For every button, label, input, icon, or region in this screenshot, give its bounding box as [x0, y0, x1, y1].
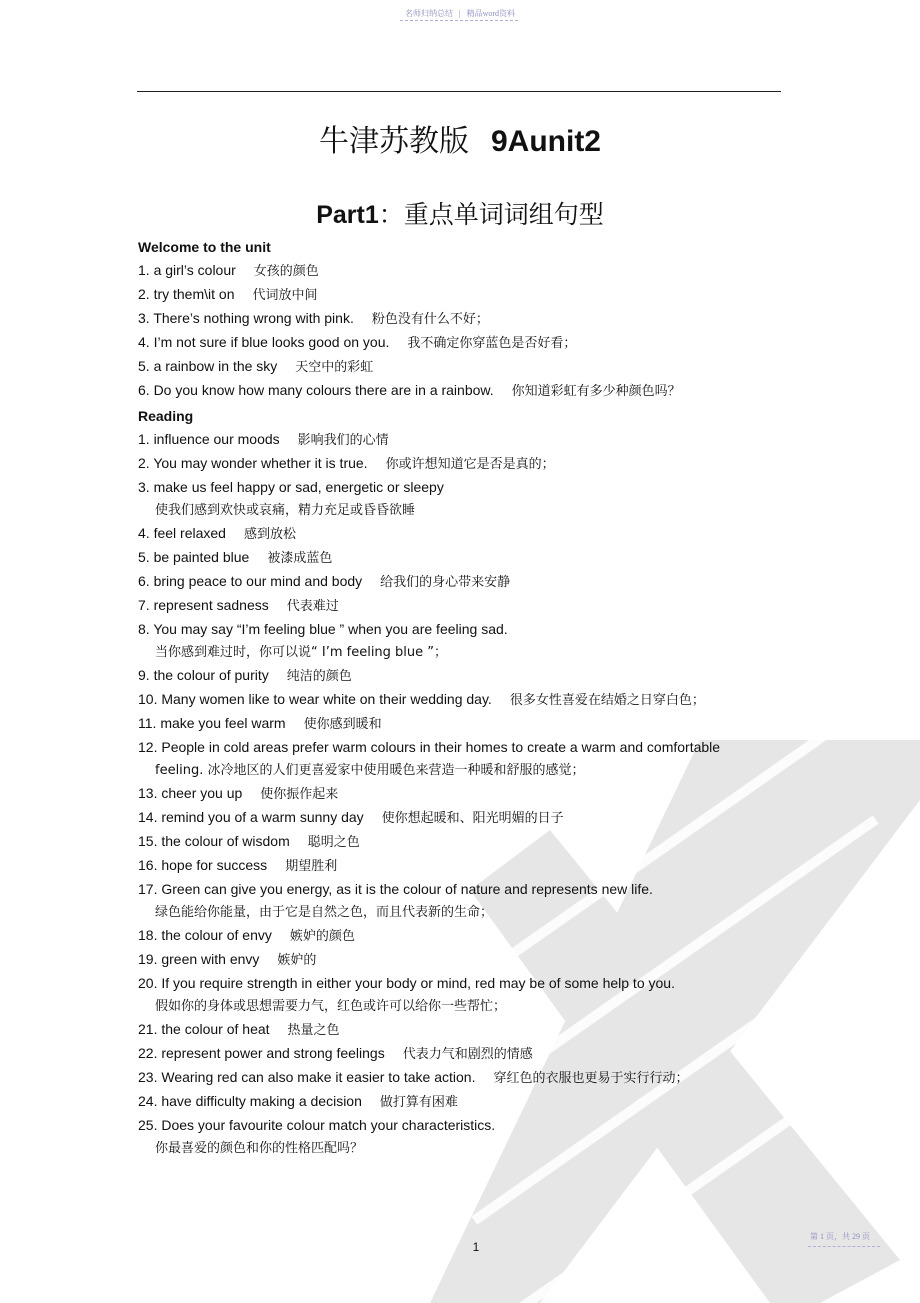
item-chinese: 感到放松	[243, 527, 296, 542]
item-line	[138, 1042, 778, 1066]
item-chinese: 很多女性喜爱在结婚之日穿白色；	[509, 693, 705, 708]
item-chinese: 使你感到暖和	[303, 717, 382, 732]
item-chinese: 穿红色的衣服也更易于实行行动；	[493, 1071, 689, 1086]
item-line	[138, 283, 778, 307]
item-english: 16. hope for success	[138, 857, 268, 873]
item-chinese: 你知道彩虹有多少种颜色吗？	[511, 384, 681, 399]
list-item	[138, 830, 778, 854]
item-chinese: 代词放中间	[252, 288, 318, 303]
item-chinese: 嫉妒的颜色	[289, 929, 355, 944]
item-chinese: 被漆成蓝色	[267, 551, 333, 566]
list-item	[138, 428, 778, 452]
item-line	[138, 1066, 778, 1090]
list-item	[138, 806, 778, 830]
item-line	[138, 452, 778, 476]
item-line	[138, 476, 778, 499]
item-line	[138, 782, 778, 806]
item-english: 25. Does your favourite colour match your characteristics.	[138, 1117, 496, 1133]
item-line	[138, 331, 778, 355]
footer-dash-line	[808, 1246, 880, 1247]
page-number: 1	[472, 1240, 480, 1254]
item-english: 6. bring peace to our mind and body	[138, 573, 363, 589]
item-translation-line: 绿色能给你能量，由于它是自然之色，而且代表新的生命；	[155, 905, 494, 920]
item-translation-line: 假如你的身体或思想需要力气，红色或许可以给你一些帮忙；	[155, 999, 507, 1014]
item-english: 19. green with envy	[138, 951, 260, 967]
item-english: 4. feel relaxed	[138, 525, 226, 541]
list-item	[138, 688, 778, 712]
page-info: 第 1 页，共 29 页	[810, 1232, 870, 1241]
list-item	[138, 878, 778, 924]
item-translation-line: 当你感到难过时，你可以说“ I’m feeling blue ”；	[155, 645, 448, 660]
item-chinese: 给我们的身心带来安静	[380, 575, 511, 590]
list-item	[138, 854, 778, 878]
item-chinese: 代表难过	[286, 599, 339, 614]
list-item	[138, 782, 778, 806]
list-item	[138, 570, 778, 594]
item-chinese: 我不确定你穿蓝色是否好看；	[407, 336, 577, 351]
item-english: 3. make us feel happy or sad, energetic or sleepy	[138, 479, 444, 495]
list-item	[138, 546, 778, 570]
list-item	[138, 355, 778, 379]
list-item	[138, 1066, 778, 1090]
part-title-cn: ：重点单词词组句型	[378, 200, 604, 229]
item-chinese: 影响我们的心情	[297, 433, 389, 448]
list-item	[138, 476, 778, 522]
item-chinese: 纯洁的颜色	[286, 669, 352, 684]
header-right-text: 精品word资料	[466, 9, 516, 18]
list-item	[138, 1018, 778, 1042]
vocab-content	[138, 236, 778, 1160]
list-item	[138, 618, 778, 664]
item-english: 8. You may say “I’m feeling blue ” when you are feeling sad.	[138, 621, 508, 637]
item-line	[138, 948, 778, 972]
item-line	[138, 522, 778, 546]
item-line	[138, 664, 778, 688]
part-title	[0, 195, 920, 231]
item-line	[138, 972, 778, 995]
reading-list	[138, 428, 778, 1160]
item-line	[138, 1090, 778, 1114]
item-translation-line: 你最喜爱的颜色和你的性格匹配吗？	[155, 1141, 364, 1156]
item-english: 24. have difficulty making a decision	[138, 1093, 362, 1109]
item-line	[138, 259, 778, 283]
header-rule	[137, 91, 781, 92]
list-item	[138, 452, 778, 476]
item-line	[138, 307, 778, 331]
item-english: 3. There’s nothing wrong with pink.	[138, 310, 354, 326]
list-item	[138, 331, 778, 355]
item-english: 1. a girl’s colour	[138, 262, 236, 278]
list-item	[138, 712, 778, 736]
item-chinese: 你或许想知道它是否是真的；	[385, 457, 555, 472]
item-english: 20. If you require strength in either your body or mind, red may be of some help to you.	[138, 975, 675, 991]
document-title-en: 9Aunit2	[490, 125, 601, 158]
item-english: 23. Wearing red can also make it easier to take action.	[138, 1069, 476, 1085]
list-item	[138, 283, 778, 307]
item-english: 2. You may wonder whether it is true.	[138, 455, 368, 471]
item-line	[138, 712, 778, 736]
list-item	[138, 522, 778, 546]
item-english: 10. Many women like to wear white on their wedding day.	[138, 691, 492, 707]
item-english: 5. a rainbow in the sky	[138, 358, 278, 374]
item-line	[138, 878, 778, 901]
document-title-cn: 牛津苏教版	[318, 124, 469, 159]
item-chinese: 聪明之色	[307, 835, 360, 850]
item-chinese: 做打算有困难	[379, 1095, 458, 1110]
item-english: 6. Do you know how many colours there are in a rainbow.	[138, 382, 494, 398]
list-item	[138, 259, 778, 283]
item-line	[138, 594, 778, 618]
item-line	[138, 1018, 778, 1042]
page-header: 名师归纳总结 | 精品word资料	[404, 9, 516, 18]
item-chinese: 使你想起暖和、阳光明媚的日子	[381, 811, 564, 826]
item-line	[138, 806, 778, 830]
item-line	[138, 618, 778, 641]
item-chinese: 代表力气和剧烈的情感	[402, 1047, 533, 1062]
header-left-text: 名师归纳总结	[404, 9, 453, 18]
item-line	[138, 379, 778, 403]
item-line	[138, 830, 778, 854]
part-title-en: Part1	[316, 201, 379, 229]
list-item	[138, 1114, 778, 1160]
item-english: 4. I’m not sure if blue looks good on you.	[138, 334, 390, 350]
item-line	[138, 428, 778, 452]
item-english: 13. cheer you up	[138, 785, 243, 801]
item-translation-line: feeling. 冰冷地区的人们更喜爱家中使用暖色来营造一种暖和舒服的感觉；	[155, 763, 585, 778]
list-item	[138, 972, 778, 1018]
document-title	[0, 116, 920, 160]
item-english: 18. the colour of envy	[138, 927, 272, 943]
item-chinese: 天空中的彩虹	[295, 360, 374, 375]
item-chinese: 女孩的颜色	[253, 264, 319, 279]
item-chinese: 嫉妒的	[277, 953, 317, 968]
section-heading-welcome: Welcome to the unit	[138, 239, 271, 255]
item-line	[138, 736, 778, 759]
list-item	[138, 924, 778, 948]
item-line	[138, 546, 778, 570]
list-item	[138, 379, 778, 403]
item-chinese: 粉色没有什么不好；	[371, 312, 489, 327]
item-line	[138, 1114, 778, 1137]
section-heading-reading: Reading	[138, 408, 194, 424]
item-english: 14. remind you of a warm sunny day	[138, 809, 364, 825]
item-english: 21. the colour of heat	[138, 1021, 270, 1037]
item-line	[138, 924, 778, 948]
item-english: 5. be painted blue	[138, 549, 250, 565]
item-line	[138, 688, 778, 712]
list-item	[138, 664, 778, 688]
item-english: 1. influence our moods	[138, 431, 280, 447]
item-english: 22. represent power and strong feelings	[138, 1045, 385, 1061]
item-english: 9. the colour of purity	[138, 667, 269, 683]
list-item	[138, 1090, 778, 1114]
welcome-list	[138, 259, 778, 403]
item-english: 12. People in cold areas prefer warm colours in their homes to create a warm and comfortable	[138, 739, 721, 755]
item-english: 17. Green can give you energy, as it is the colour of nature and represents new life.	[138, 881, 653, 897]
item-english: 2. try them\it on	[138, 286, 235, 302]
item-line	[138, 355, 778, 379]
item-english: 15. the colour of wisdom	[138, 833, 290, 849]
item-english: 7. represent sadness	[138, 597, 269, 613]
item-translation-line: 使我们感到欢快或哀痛，精力充足或昏昏欲睡	[155, 503, 416, 518]
item-line	[138, 854, 778, 878]
item-chinese: 使你振作起来	[260, 787, 339, 802]
header-dash-line	[400, 20, 518, 21]
list-item	[138, 948, 778, 972]
list-item	[138, 736, 778, 782]
item-line	[138, 570, 778, 594]
list-item	[138, 594, 778, 618]
list-item	[138, 1042, 778, 1066]
item-chinese: 期望胜利	[285, 859, 338, 874]
item-english: 11. make you feel warm	[138, 715, 286, 731]
list-item	[138, 307, 778, 331]
item-chinese: 热量之色	[287, 1023, 340, 1038]
